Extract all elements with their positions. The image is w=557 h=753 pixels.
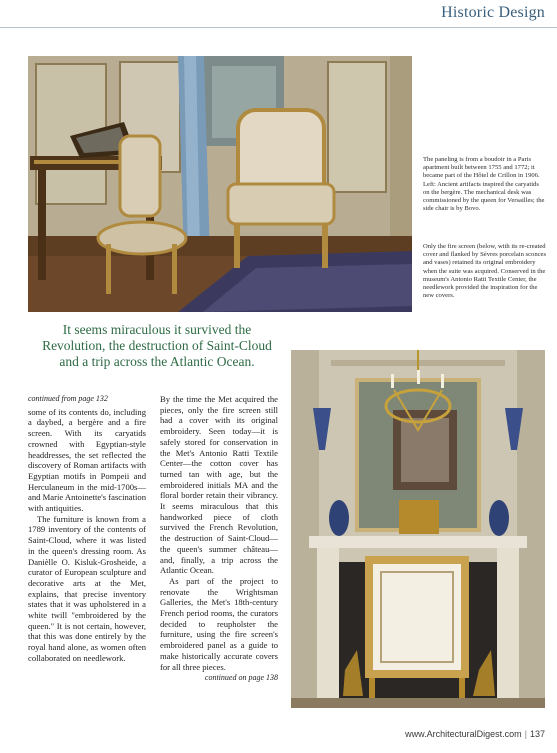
header-rule: [0, 27, 557, 28]
caption-paneling: The paneling is from a boudoir in a Paris apartment built between 1755 and 1772; it became part of the Hôtel de Crillon in 1906. Left: Ancient artifacts inspired the caryatids on the bergère. The mechanical desk was commissioned by the queen for Versailles; the side chair is by Bovo.: [423, 156, 545, 213]
boudoir-photo: [28, 56, 412, 312]
article-column-2: [160, 394, 278, 684]
fireplace-photo: [291, 350, 545, 708]
footer-website-link[interactable]: www.ArchitecturalDigest.com: [405, 729, 522, 739]
pull-quote: It seems miraculous it survived the Revolution, the destruction of Saint-Cloud and a trip across the Atlantic Ocean.: [42, 322, 272, 369]
section-title: Historic Design: [441, 4, 545, 21]
caption-fire-screen: Only the fire screen (below, with its re-created cover and flanked by Sèvres porcelain sconces and vases) retained its original embroidery when the suite was acquired. Conserved in the museum's Antonio Ratti Textile Center, the needlework provided the inspiration for the new covers.: [423, 243, 547, 300]
fireplace-illustration: [291, 350, 545, 708]
page-number: 137: [529, 729, 545, 739]
article-paragraph: By the time the Met acquired the pieces, only the fire screen still had a cover with its original embroidery. Seen today—it is safely stored for conservation in the Met's Antonio Ratti Textile Center—the cotton cover has turned tan with age, but the embroidered initials MA and the floral border retain their vibrancy. It seems miraculous that this handworked piece of cloth survived the French Revolution, the destruction of Saint-Cloud—the queen's summer château—and, finally, a trip across the Atlantic Ocean.: [160, 394, 278, 576]
article-paragraph: some of its contents do, including a daybed, a bergère and a fire screen. With its caryatids crowned with Egyptian-style headdresses, the set reflected the discovery of Roman artifacts with Egyptian motifs in Pompeii and Herculaneum in the mid-1700s—and Marie Antoinette's fascination with antiquities.: [28, 406, 146, 514]
article-column-1: [28, 394, 146, 664]
page-footer: [405, 729, 545, 739]
continued-from: continued from page 132: [28, 394, 108, 403]
boudoir-illustration: [28, 56, 412, 312]
article-paragraph: The furniture is known from a 1789 inventory of the contents of Saint-Cloud, where it was listed in the queen's dressing room. As Danièlle O. Kisluk-Grosheide, a curator of European sculpture and decorative arts at the Met, explains, that precise inventory states that it was upholstered in a white twill "embroidered by the queen." It is not certain, however, that this was done entirely by the royal hand alone, as women often collaborated on needlework.: [28, 513, 146, 663]
article-paragraph: As part of the project to renovate the Wrightsman Galleries, the Met's 18th-century French period rooms, the curators decided to reupholster the furniture, using the fire screen's embroidered panel as a guide to make historically accurate covers for all three pieces.: [160, 575, 278, 672]
footer-separator: |: [524, 729, 527, 739]
continued-on: continued on page 138: [204, 673, 278, 683]
